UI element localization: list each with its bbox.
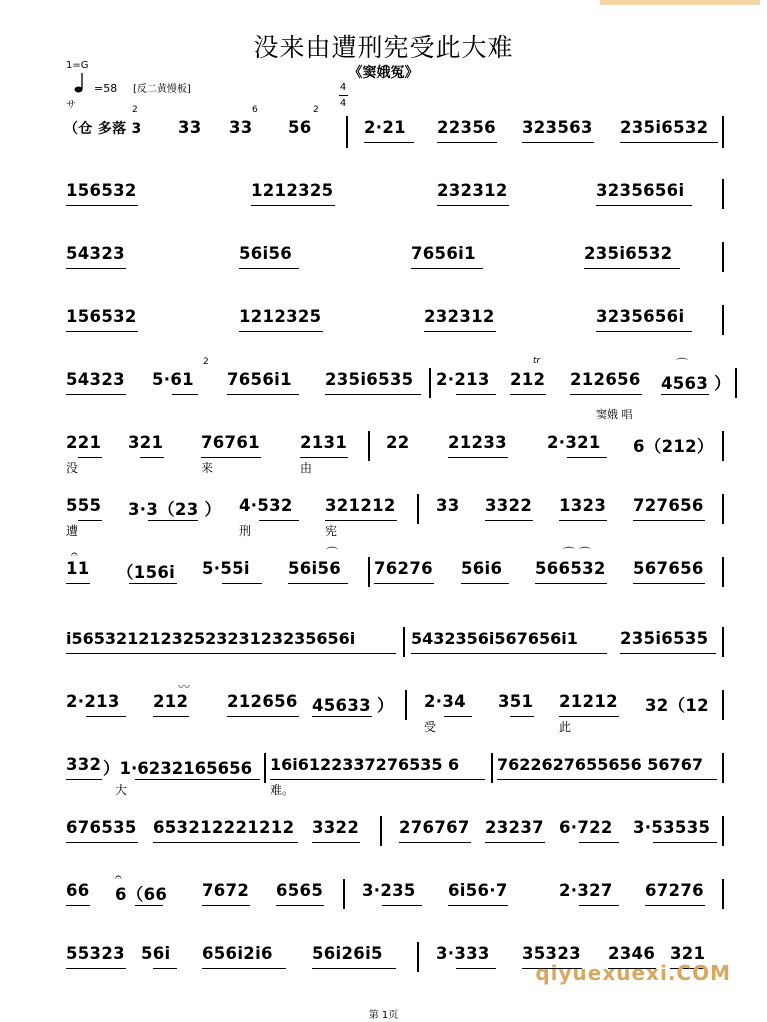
note-group: 212656 (570, 370, 641, 389)
fermata-icon: 𝄐 (115, 870, 122, 884)
note-group: 321212 (325, 496, 396, 515)
barline (417, 494, 419, 524)
beam-underline (66, 583, 90, 584)
note-group: 323563 (522, 118, 593, 137)
barline (735, 368, 737, 398)
beam-underline (325, 394, 421, 395)
note-group: 332 (66, 755, 102, 774)
barline (380, 816, 382, 846)
beam-underline (239, 331, 323, 332)
beam-underline (66, 205, 138, 206)
note-group: 235i6535 (620, 629, 709, 648)
note-group: 2131 (300, 433, 348, 452)
barline (722, 753, 724, 783)
beam-underline (424, 331, 496, 332)
note-group: 653212221212 (153, 818, 295, 837)
beam-underline (579, 842, 619, 843)
note-group: 67276 (645, 881, 704, 900)
beam-underline (66, 905, 90, 906)
barline (722, 816, 724, 846)
site-watermark: qiyuexuexi.COM (535, 961, 731, 985)
beam-underline (653, 842, 717, 843)
beam-underline (456, 968, 496, 969)
note-group: 3·235 (362, 881, 416, 900)
note-group: 232312 (424, 307, 495, 326)
beam-underline (596, 331, 692, 332)
barline (722, 242, 724, 272)
note-group: 55323 (66, 944, 125, 963)
note-group: 32（12 (645, 696, 709, 715)
beam-underline (437, 205, 509, 206)
note-group: 567656 (633, 559, 704, 578)
note-group: 676535 (66, 818, 137, 837)
beam-underline (645, 905, 705, 906)
lyric-char: 来 (201, 461, 214, 475)
beam-underline (66, 653, 396, 654)
note-group: 235i6532 (584, 244, 673, 263)
beam-underline (620, 142, 718, 143)
note-group: 45633 ） (312, 696, 394, 715)
beam-underline (270, 779, 485, 780)
lyric-char: 此 (559, 720, 572, 734)
beam-underline (456, 394, 496, 395)
barline (405, 690, 407, 720)
note-group: 212 (153, 692, 189, 711)
beam-underline (66, 394, 126, 395)
quarter-note-icon (72, 72, 86, 98)
beam-underline (288, 583, 348, 584)
note-group: 555 (66, 496, 102, 515)
beam-underline (535, 583, 607, 584)
beam-underline (570, 394, 642, 395)
note-group: 351 (498, 692, 534, 711)
barline (722, 305, 724, 335)
beam-underline (411, 268, 483, 269)
beam-underline (227, 394, 299, 395)
note-group: 56i (141, 944, 171, 963)
note-group: 221 (66, 433, 102, 452)
note-group: 22 (386, 433, 410, 452)
note-group: 4563 ） (661, 374, 731, 393)
barline (722, 179, 724, 209)
beam-underline (153, 968, 177, 969)
barline (722, 557, 724, 587)
note-group: 3235656i (596, 307, 685, 326)
note-group: 6（212） (633, 437, 714, 456)
note-group: 156532 (66, 181, 137, 200)
note-group: 33 (178, 118, 202, 137)
barline (491, 753, 493, 783)
beam-underline (202, 968, 286, 969)
note-group: 56i56 (288, 559, 342, 578)
tempo-marking: =58 (94, 82, 118, 95)
note-group: 156532 (66, 307, 137, 326)
note-group: （156i (117, 563, 176, 582)
note-group: 3·53535 (633, 818, 711, 837)
trill-mark: tr (533, 356, 541, 366)
note-group: 321 (670, 944, 706, 963)
beam-underline (510, 394, 546, 395)
note-group: 235i6532 (620, 118, 709, 137)
beam-underline (497, 779, 717, 780)
beam-underline (633, 583, 705, 584)
barline (264, 753, 266, 783)
note-group: 2·321 (547, 433, 601, 452)
note-group: 6（66 (115, 885, 168, 904)
beam-underline (485, 520, 533, 521)
beam-underline (312, 716, 372, 717)
barline (346, 116, 348, 148)
free-meter-mark: サ (66, 100, 76, 111)
page-number: 第 1页 (368, 1010, 399, 1021)
beam-underline (239, 268, 299, 269)
note-group: 2·21 (364, 118, 406, 137)
barline (429, 368, 431, 398)
key-signature: 1=G (66, 60, 89, 71)
lyric-char: 没 (66, 461, 79, 475)
slur-mark: ⌒ (676, 357, 689, 371)
note-group: 2·34 (424, 692, 466, 711)
beam-underline (620, 653, 716, 654)
note-group: 33 (229, 118, 253, 137)
note-group: 21212 (559, 692, 618, 711)
note-group: 23237 (485, 818, 544, 837)
barline (722, 431, 724, 461)
note-group: 656i2i6 (202, 944, 273, 963)
fermata-icon: 𝄐 (71, 547, 78, 561)
beam-underline (567, 457, 607, 458)
lyric-char: 大 (115, 783, 128, 797)
meter-style: [反二黄慢板] (133, 84, 191, 95)
beam-underline (66, 331, 138, 332)
grace-note: 2 (203, 357, 209, 367)
note-group: 212656 (227, 692, 298, 711)
beam-underline (448, 457, 508, 458)
note-group: 7672 (202, 881, 250, 900)
note-group: 235i6535 (325, 370, 414, 389)
beam-underline (202, 905, 250, 906)
barline (368, 431, 370, 461)
note-group: 7656i1 (227, 370, 292, 389)
beam-underline (66, 968, 126, 969)
note-group: 56 (288, 118, 312, 137)
beam-underline (251, 205, 335, 206)
beam-underline (140, 457, 164, 458)
barline (722, 627, 724, 657)
lyric-char: 宪 (325, 524, 338, 538)
beam-underline (364, 142, 414, 143)
note-group: 7622627655656 56767 (497, 755, 703, 774)
note-group: 4·532 (239, 496, 293, 515)
note-group: 6·722 (559, 818, 613, 837)
note-group: 276767 (399, 818, 470, 837)
note-group: 727656 (633, 496, 704, 515)
note-group: i5653212123252323123235656i (66, 629, 356, 648)
note-group: 16i6122337276535 6 (270, 755, 460, 774)
lyric-char: 刑 (239, 524, 252, 538)
note-group: 56i6 (461, 559, 503, 578)
trill-mark: 〰 (178, 680, 191, 694)
grace-note: 2 (132, 105, 138, 115)
lyric-char: 受 (424, 720, 437, 734)
beam-underline (312, 968, 396, 969)
barline (722, 494, 724, 524)
note-group: 54323 (66, 370, 125, 389)
note-group: 5·61 (152, 370, 194, 389)
note-group: 2·213 (436, 370, 490, 389)
barline (403, 627, 405, 657)
beam-underline (312, 842, 360, 843)
beam-underline (584, 268, 680, 269)
lyric-char: 由 (300, 461, 313, 475)
note-group: 76276 (374, 559, 433, 578)
note-group: 3322 (312, 818, 360, 837)
note-group: 22356 (437, 118, 496, 137)
beam-underline (276, 905, 324, 906)
lyric-char: 难。 (270, 783, 295, 797)
note-group: 566532 (535, 559, 606, 578)
singer-label: 窦娥 唱 (596, 408, 633, 421)
beam-underline (437, 142, 497, 143)
beam-underline (661, 394, 709, 395)
beam-underline (559, 520, 607, 521)
grace-note: 6 (252, 105, 258, 115)
beam-underline (522, 142, 594, 143)
lyric-char: 遭 (66, 524, 79, 538)
beam-underline (374, 583, 434, 584)
beam-underline (135, 905, 163, 906)
beam-underline (444, 716, 472, 717)
time-sig-top: 4 (339, 82, 347, 93)
beam-underline (66, 842, 138, 843)
barline (368, 557, 370, 587)
note-group: 1212325 (251, 181, 334, 200)
beam-underline (66, 779, 102, 780)
beam-underline (129, 583, 177, 584)
page-title: 没来由遭刑宪受此大难 (253, 33, 514, 62)
beam-underline (222, 583, 262, 584)
beam-underline (153, 716, 189, 717)
beam-underline (485, 842, 545, 843)
beam-underline (259, 520, 299, 521)
beam-underline (153, 842, 298, 843)
slur-mark: ⌒ (326, 546, 339, 560)
note-group: 2346 (608, 944, 656, 963)
note-group: 232312 (437, 181, 508, 200)
note-group: 6i56·7 (448, 881, 508, 900)
note-group: 3235656i (596, 181, 685, 200)
note-group: ）1·6232165656 (103, 759, 253, 778)
beam-underline (633, 520, 705, 521)
beam-underline (382, 905, 422, 906)
beam-underline (448, 905, 508, 906)
barline (417, 942, 419, 972)
note-group: 54323 (66, 244, 125, 263)
barline (722, 116, 724, 148)
note-group: 1323 (559, 496, 607, 515)
barline (343, 879, 345, 909)
note-group: 3322 (485, 496, 533, 515)
beam-underline (78, 520, 102, 521)
grace-note: 2 (313, 105, 319, 115)
note-group: （仓 多落 3 (64, 121, 142, 137)
beam-underline (411, 653, 607, 654)
note-group: 76761 (201, 433, 260, 452)
note-group: 56i26i5 (312, 944, 383, 963)
beam-underline (579, 905, 619, 906)
beam-underline (86, 716, 126, 717)
note-group: 5·55i (202, 559, 250, 578)
beam-underline (399, 842, 471, 843)
beam-underline (227, 716, 299, 717)
beam-underline (66, 268, 126, 269)
barline (722, 690, 724, 720)
note-group: 321 (128, 433, 164, 452)
note-group: 33 (436, 496, 460, 515)
note-group: 3·3（23 ） (128, 500, 222, 519)
note-group: 11 (66, 559, 90, 578)
note-group: 66 (66, 881, 90, 900)
corner-decoration (600, 0, 760, 5)
opera-subtitle: 《窦娥冤》 (348, 65, 419, 81)
slur-mark: ⌒ ⌒ (563, 546, 591, 560)
time-sig-bottom: 4 (339, 98, 347, 109)
note-group: 7656i1 (411, 244, 476, 263)
beam-underline (461, 583, 509, 584)
beam-underline (148, 520, 198, 521)
note-group: 21233 (448, 433, 507, 452)
beam-underline (172, 394, 198, 395)
note-group: 3·333 (436, 944, 490, 963)
time-signature (337, 80, 349, 111)
note-group: 35323 (522, 944, 581, 963)
note-group: 56i56 (239, 244, 293, 263)
beam-underline (596, 205, 692, 206)
note-group: 5432356i567656i1 (411, 629, 578, 648)
beam-underline (135, 779, 260, 780)
note-group: 2·213 (66, 692, 120, 711)
beam-underline (78, 457, 102, 458)
barline (722, 879, 724, 909)
beam-underline (510, 716, 534, 717)
note-group: 6565 (276, 881, 324, 900)
note-group: 212 (510, 370, 546, 389)
note-group: 2·327 (559, 881, 613, 900)
note-group: 1212325 (239, 307, 322, 326)
